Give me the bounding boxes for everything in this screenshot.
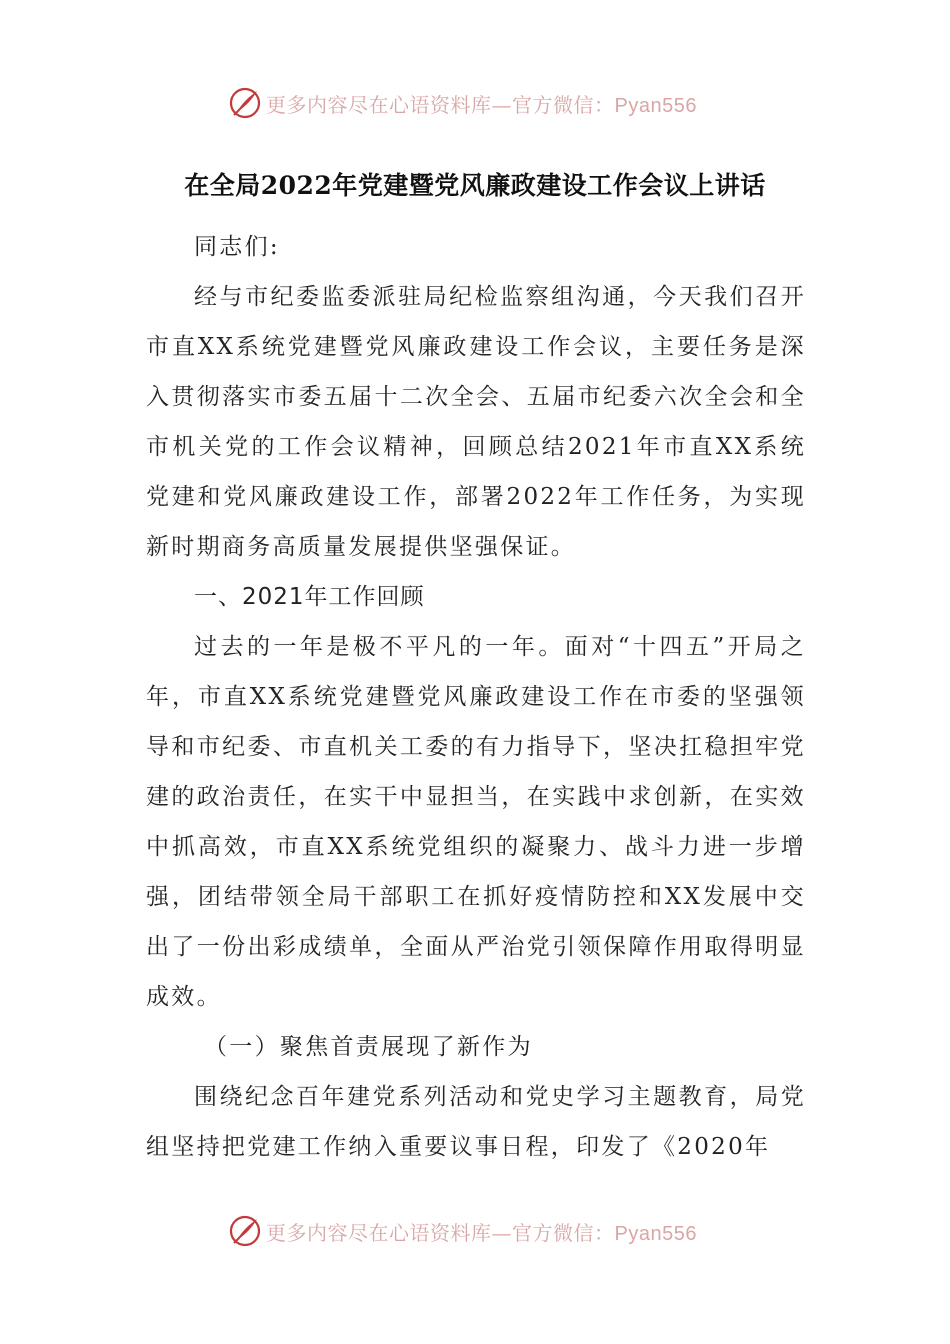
watermark-banner-top	[0, 83, 950, 123]
subsection-heading: （一）聚焦首责展现了新作为	[204, 1034, 533, 1060]
salutation: 同志们:	[194, 234, 280, 260]
quill-logo-icon	[228, 1214, 262, 1248]
document-title: 在全局2022年党建暨党风廉政建设工作会议上讲话	[184, 171, 766, 200]
intro-paragraph: 经与市纪委监委派驻局纪检监察组沟通，今天我们召开市直XX系统党建暨党风廉政建设工作会议，主要任务是深入贯彻落实市委五届十二次全会、五届市纪委六次全会和全市机关党的工作会议精神，回顾总结2021年市直XX系统党建和党风廉政建设工作，部署2022年工作任务，为实现新时期商务高质量发展提供坚强保证。	[146, 284, 806, 560]
review-paragraph: 过去的一年是极不平凡的一年。面对“十四五”开局之年，市直XX系统党建暨党风廉政建设工作在市委的坚强领导和市纪委、市直机关工委的有力指导下，坚决扛稳担牢党建的政治责任，在实干中显担当，在实践中求创新，在实效中抓高效，市直XX系统党组织的凝聚力、战斗力进一步增强，团结带领全局干部职工在抓好疫情防控和XX发展中交出了一份出彩成绩单，全面从严治党引领保障作用取得明显成效。	[146, 634, 806, 1010]
watermark-text-bottom: 更多内容尽在心语资料库—官方微信：Pyan556	[266, 1220, 697, 1245]
section-heading: 一、2021年工作回顾	[194, 584, 425, 610]
quill-logo-icon	[228, 86, 262, 120]
watermark-text-top: 更多内容尽在心语资料库—官方微信：Pyan556	[266, 92, 697, 117]
watermark-banner-bottom	[0, 1211, 950, 1251]
document-body	[146, 222, 806, 1172]
subsection-paragraph: 围绕纪念百年建党系列活动和党史学习主题教育，局党组坚持把党建工作纳入重要议事日程，印发了《2020年	[146, 1084, 806, 1160]
